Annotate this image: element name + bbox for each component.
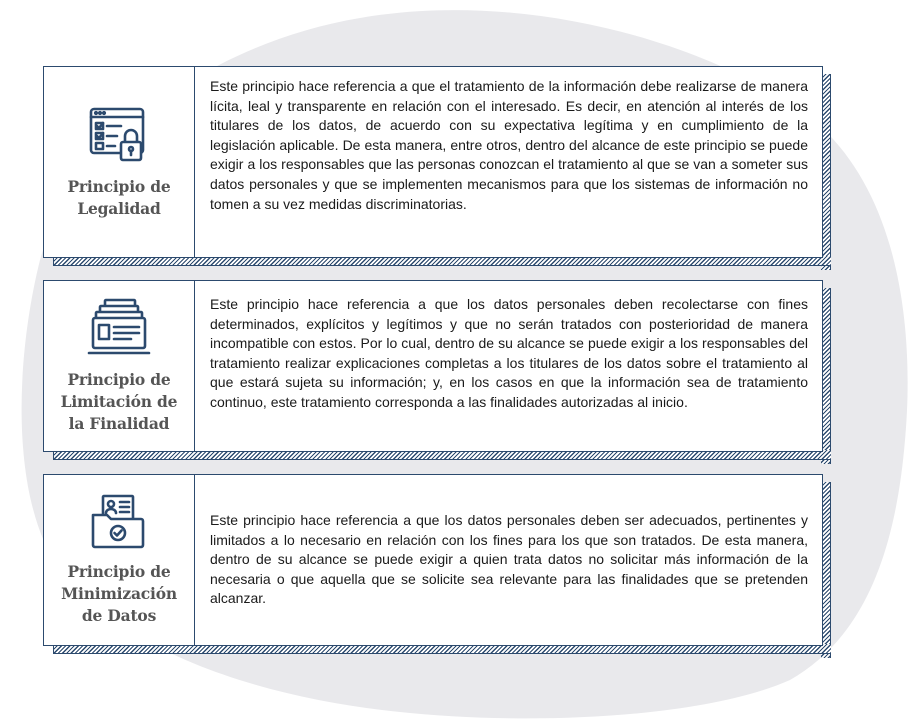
principle-description: Este principio hace referencia a que el tratamiento de la información debe realizarse de manera lícita, leal y transparente en relación con el interesado. Es decir, en atención al interés de los titulares de los datos, de acuerdo con su expectativa legítima y en cumplimiento de la legislación aplicable. De esta manera, entre otros, dentro del alcance de este principio se puede exigir a los responsables que las personas conozcan el tratamiento al que se van a someter sus datos personales y que se implementen mecanismos para que los sistemas de información no tomen a su vez medidas discriminatorias. <box>210 78 808 212</box>
principle-header <box>44 475 195 645</box>
principle-description: Este principio hace referencia a que los datos personales deben recolectarse con fines determinados, explícitos y legítimos y que no serán tratados con posterioridad de manera incompatible con estos. Por lo cual, dentro de su alcance se puede exigir a los responsables del tratamiento realizar explicaciones completas a los titulares de los datos sobre el tratamiento al que estará sujeta su información; y, en los casos en que la información sea de tratamiento continuo, este tratamiento corresponda a las finalidades autorizadas al inicio. <box>210 296 808 410</box>
stacked-documents-tray-icon <box>87 297 151 361</box>
title-line: la Finalidad <box>68 414 170 433</box>
principle-card-minimizacion-datos <box>43 474 823 646</box>
browser-checklist-lock-icon <box>87 104 151 168</box>
principle-title <box>61 369 178 435</box>
title-line: Limitación de <box>60 392 178 411</box>
title-line: de Datos <box>81 606 157 625</box>
folder-profile-check-icon <box>89 493 149 553</box>
principle-title <box>61 561 177 627</box>
principle-title <box>67 176 170 220</box>
title-line: Principio de <box>67 370 171 389</box>
title-line: Minimización <box>61 584 177 603</box>
title-line: Principio de <box>67 562 171 581</box>
title-line: Principio de <box>67 177 171 196</box>
principle-description: Este principio hace referencia a que los datos personales deben ser adecuados, pertinentes y limitados a lo necesario en relación con los fines para los que son tratados. De esta manera, dentro de su alcance se puede exigir a quien trata datos no solicitar más información de la necesaria o que aquella que se solicite sea relevante para las finalidades que se pretenden alcanzar. <box>210 512 808 607</box>
principle-card-limitacion-finalidad <box>43 280 823 452</box>
title-line: Legalidad <box>77 199 161 218</box>
principle-card-legalidad <box>43 66 823 258</box>
principle-header <box>44 281 195 451</box>
principle-header <box>44 67 195 257</box>
